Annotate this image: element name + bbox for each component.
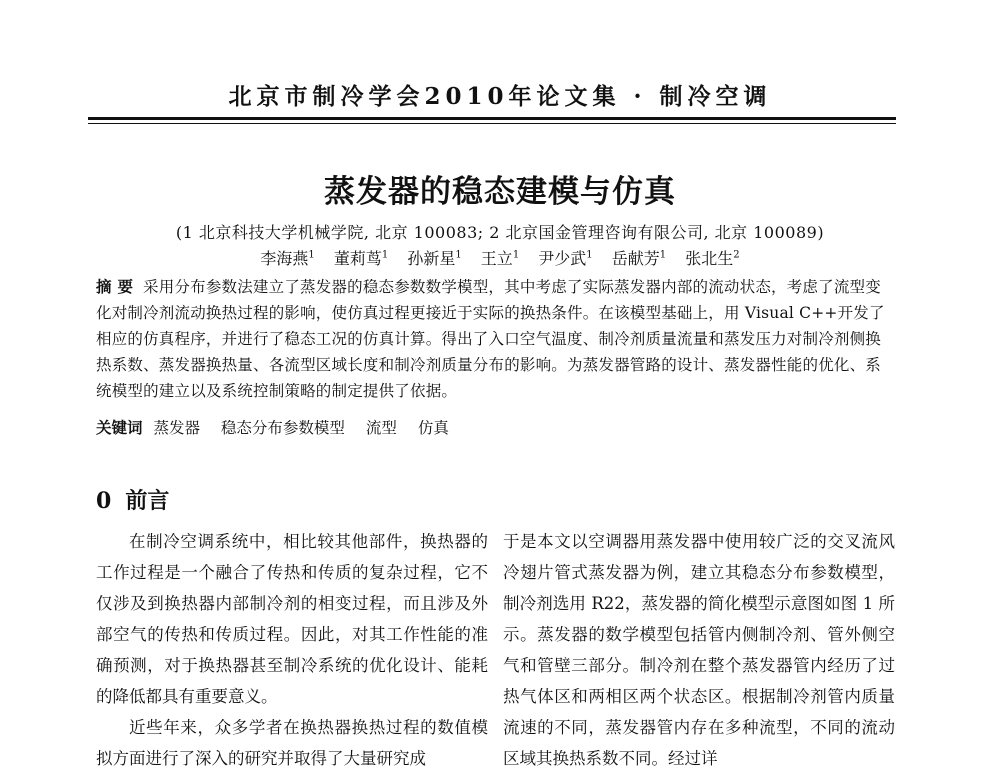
body-paragraph: 于是本文以空调器用蒸发器中使用较广泛的交叉流风冷翅片管式蒸发器为例，建立其稳态分布参数模型，制冷剂选用 R22，蒸发器的简化模型示意图如图 1 所示。蒸发器的数学模型包括管内侧制冷剂、管外侧空气和管壁三部分。制冷剂在整个蒸发器管内经历了过热气体区和两相区两个状态区。根据制冷剂管内质量流速的不同，蒸发器管内存在多种流型，不同的流动区域其换热系数不同。经过详 [503, 532, 895, 768]
author [407, 249, 461, 268]
keyword: 蒸发器 [153, 419, 200, 437]
header-rule-thin [88, 123, 896, 124]
author-affil-mark: 1 [586, 249, 593, 261]
section-number: 0 [96, 488, 112, 514]
author-affil-mark: 2 [733, 249, 740, 261]
header-rule-thick [88, 117, 896, 120]
section-title: 前言 [125, 488, 170, 514]
body-column-left [96, 526, 488, 774]
body-column-right [503, 526, 895, 774]
abstract [96, 274, 896, 404]
author-affil-mark: 1 [659, 249, 667, 261]
author-name: 岳献芳 [611, 249, 660, 268]
keyword: 稳态分布参数模型 [220, 419, 345, 437]
author [685, 249, 739, 268]
keywords-label: 关键词 [96, 418, 143, 437]
abstract-label: 摘要 [96, 277, 140, 296]
author-name: 王立 [480, 249, 513, 268]
author [612, 249, 666, 268]
author-name: 李海燕 [260, 249, 309, 268]
author [260, 249, 314, 268]
abstract-text: 采用分布参数法建立了蒸发器的稳态参数数学模型，其中考虑了实际蒸发器内部的流动状态，考虑了流型变化对制冷剂流动换热过程的影响，使仿真过程更接近于实际的换热条件。在该模型基础上，用 Visual C++开发了相应的仿真程序，并进行了稳态工况的仿真计算。得出了入口空气温度、制冷剂质量流量和蒸发压力对制冷剂侧换热系数、蒸发器换热量、各流型区域长度和制冷剂质量分布的影响。为蒸发器管路的设计、蒸发器性能的优化、系统模型的建立以及系统控制策略的制定提供了依据。 [96, 278, 885, 400]
author [481, 249, 519, 268]
author-affil-mark: 1 [308, 249, 315, 261]
affiliation: (1 北京科技大学机械学院, 北京 100083; 2 北京国金管理咨询有限公司, 北京 100089) [175, 223, 825, 242]
section-heading [96, 484, 169, 515]
author-list [0, 246, 1000, 269]
author-affil-mark: 1 [455, 249, 462, 261]
author-name: 孙新星 [407, 249, 456, 268]
author-name: 董莉茑 [333, 249, 382, 268]
keywords [96, 415, 896, 441]
author-name: 尹少武 [538, 249, 587, 268]
keyword: 仿真 [417, 419, 449, 437]
running-header: 北京市制冷学会2010年论文集 · 制冷空调 [228, 83, 772, 110]
paper-title: 蒸发器的稳态建模与仿真 [324, 174, 676, 210]
keyword: 流型 [365, 419, 397, 437]
author-affil-mark: 1 [381, 249, 389, 261]
body-paragraph: 在制冷空调系统中，相比较其他部件，换热器的工作过程是一个融合了传热和传质的复杂过程，它不仅涉及到换热器内部制冷剂的相变过程，而且涉及外部空气的传热和传质过程。因此，对其工作性能的准确预测，对于换热器甚至制冷系统的优化设计、能耗的降低都具有重要意义。 [96, 532, 488, 706]
author [334, 249, 388, 268]
author-name: 张北生 [685, 249, 734, 268]
body-paragraph: 近些年来，众多学者在换热器换热过程的数值模拟方面进行了深入的研究并取得了大量研究成 [96, 718, 488, 768]
author-affil-mark: 1 [512, 249, 520, 261]
author [538, 249, 592, 268]
